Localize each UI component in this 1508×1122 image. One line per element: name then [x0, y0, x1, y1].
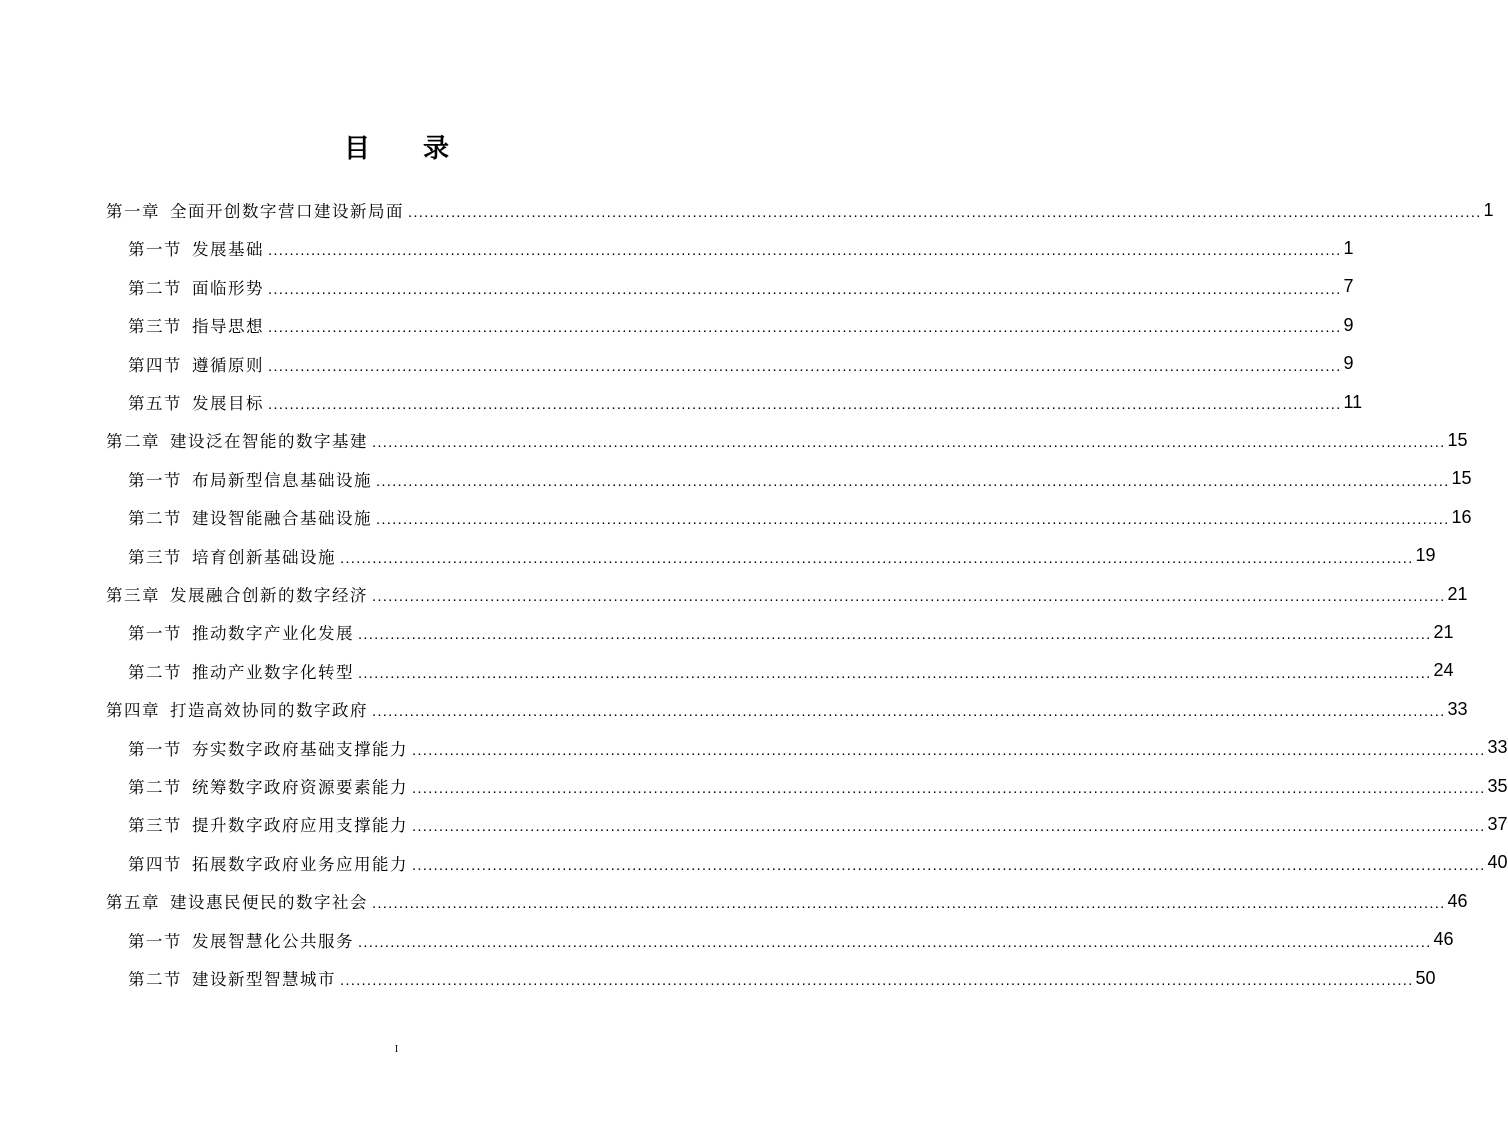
toc-entry-page-number: 40 [1487, 852, 1508, 873]
toc-section-entry[interactable] [128, 306, 1354, 344]
toc-entry-number: 第一节 [128, 470, 182, 490]
toc-entry-label [128, 928, 358, 952]
toc-entry-number: 第三节 [128, 816, 182, 836]
toc-entry-number: 第三节 [128, 547, 182, 567]
toc-entry-page-number: 46 [1433, 929, 1454, 950]
toc-entry-page-number: 33 [1487, 737, 1508, 758]
toc-section-entry[interactable] [128, 345, 1354, 383]
toc-entry-title: 建设泛在智能的数字基建 [170, 432, 368, 452]
toc-entry-title: 建设智能融合基础设施 [192, 509, 372, 529]
toc-entry-page-number: 37 [1487, 813, 1508, 834]
toc-entry-label [128, 236, 268, 260]
toc-dot-leader: ........................................................................................................................................................................................................ [358, 626, 1432, 644]
toc-entry-page-number: 15 [1447, 429, 1468, 450]
toc-section-entry[interactable] [128, 460, 1472, 498]
toc-entry-title: 发展基础 [192, 240, 264, 260]
toc-entry-title: 遵循原则 [192, 355, 264, 375]
toc-entry-page-number: 33 [1447, 698, 1468, 719]
toc-entry-title: 提升数字政府应用支撑能力 [192, 816, 408, 836]
toc-entry-page-number: 35 [1487, 775, 1508, 796]
toc-dot-leader: ........................................................................................................................................................................................................ [268, 357, 1342, 375]
toc-entry-number: 第二节 [128, 509, 182, 529]
toc-entry-label [106, 582, 372, 606]
toc-entry-page-number: 50 [1415, 967, 1436, 988]
toc-entry-label [128, 313, 268, 337]
toc-entry-number: 第二节 [128, 662, 182, 682]
toc-dot-leader: ........................................................................................................................................................................................................ [358, 933, 1432, 951]
toc-entry-label [128, 544, 340, 568]
toc-entry-number: 第一章 [106, 202, 160, 221]
toc-entry-page-number: 15 [1451, 468, 1472, 489]
toc-entry-number: 第四章 [106, 701, 160, 721]
toc-chapter-entry[interactable] [106, 421, 1468, 459]
toc-section-entry[interactable] [128, 652, 1454, 690]
toc-entry-label [128, 275, 268, 299]
toc-section-entry[interactable] [128, 229, 1354, 267]
toc-dot-leader: ........................................................................................................................................................................................................ [412, 818, 1486, 836]
toc-entry-label [128, 390, 268, 414]
toc-entry-title: 打造高效协同的数字政府 [170, 701, 368, 721]
toc-entry-page-number: 16 [1451, 506, 1472, 527]
toc-entry-title: 拓展数字政府业务应用能力 [192, 854, 408, 874]
toc-entry-label [128, 966, 340, 990]
toc-section-entry[interactable] [128, 959, 1436, 997]
toc-chapter-entry[interactable] [106, 191, 1494, 229]
toc-entry-label [106, 198, 408, 222]
toc-chapter-entry[interactable] [106, 575, 1468, 613]
toc-entry-number: 第四节 [128, 355, 182, 375]
toc-entry-page-number: 7 [1343, 276, 1354, 297]
toc-dot-leader: ........................................................................................................................................................................................................ [268, 280, 1342, 298]
toc-dot-leader: ........................................................................................................................................................................................................ [376, 472, 1450, 490]
toc-entry-title: 推动产业数字化转型 [192, 662, 354, 682]
toc-entry-label [128, 620, 358, 644]
toc-entry-number: 第一节 [128, 624, 182, 644]
toc-entry-number: 第五章 [106, 893, 160, 913]
toc-entry-number: 第四节 [128, 854, 182, 874]
toc-entry-label [128, 659, 358, 683]
toc-entry-label [128, 352, 268, 376]
toc-entry-page-number: 46 [1447, 890, 1468, 911]
toc-entry-page-number: 1 [1343, 237, 1354, 258]
toc-section-entry[interactable] [128, 383, 1363, 421]
toc-entry-page-number: 9 [1343, 353, 1354, 374]
toc-dot-leader: ........................................................................................................................................................................................................ [412, 856, 1486, 874]
toc-entry-title: 发展目标 [192, 394, 264, 413]
toc-dot-leader: ........................................................................................................................................................................................................ [340, 972, 1414, 989]
toc-entry-page-number: 19 [1415, 545, 1436, 566]
toc-entry-number: 第一节 [128, 240, 182, 260]
toc-chapter-entry[interactable] [106, 882, 1468, 920]
toc-dot-leader: ........................................................................................................................................................................................................ [268, 319, 1342, 337]
toc-entry-title: 面临形势 [192, 278, 264, 298]
toc-entry-number: 第三节 [128, 317, 182, 337]
toc-entry-number: 第二节 [128, 778, 182, 797]
toc-dot-leader: ........................................................................................................................................................................................................ [372, 434, 1446, 452]
toc-entry-label [106, 697, 372, 721]
toc-entry-number: 第二章 [106, 432, 160, 452]
toc-entry-page-number: 1 [1483, 199, 1494, 220]
toc-dot-leader: ........................................................................................................................................................................................................ [372, 895, 1446, 913]
toc-entry-label [106, 428, 372, 452]
toc-entry-title: 发展融合创新的数字经济 [170, 586, 368, 605]
toc-entry-number: 第二节 [128, 278, 182, 298]
toc-entry-title: 发展智慧化公共服务 [192, 931, 354, 951]
toc-entry-title: 夯实数字政府基础支撑能力 [192, 739, 408, 759]
footer-page-number: I [394, 1044, 399, 1055]
toc-dot-leader: ........................................................................................................................................................................................................ [412, 741, 1486, 759]
toc-dot-leader: ........................................................................................................................................................................................................ [372, 588, 1446, 605]
toc-entry-title: 建设新型智慧城市 [192, 970, 336, 989]
toc-dot-leader: ........................................................................................................................................................................................................ [268, 396, 1342, 413]
toc-section-entry[interactable] [128, 844, 1508, 882]
toc-chapter-entry[interactable] [106, 690, 1468, 728]
toc-entry-number: 第一节 [128, 739, 182, 759]
toc-section-entry[interactable] [128, 537, 1436, 575]
toc-dot-leader: ........................................................................................................................................................................................................ [340, 549, 1414, 567]
toc-dot-leader: ........................................................................................................................................................................................................ [412, 780, 1486, 797]
toc-entry-page-number: 21 [1447, 583, 1468, 604]
toc-entry-title: 指导思想 [192, 317, 264, 337]
toc-entry-title: 统筹数字政府资源要素能力 [192, 778, 408, 797]
toc-section-entry[interactable] [128, 921, 1454, 959]
toc-entry-label [106, 889, 372, 913]
toc-section-entry[interactable] [128, 767, 1508, 805]
toc-entry-page-number: 21 [1433, 621, 1454, 642]
page-title: 目 录 [343, 134, 472, 164]
toc-entry-title: 推动数字产业化发展 [192, 624, 354, 644]
toc-entry-page-number: 24 [1433, 660, 1454, 681]
toc-dot-leader: ........................................................................................................................................................................................................ [408, 204, 1482, 221]
toc-entry-title: 建设惠民便民的数字社会 [170, 893, 368, 913]
toc-entry-label [128, 812, 412, 836]
toc-entry-title: 培育创新基础设施 [192, 547, 336, 567]
toc-section-entry[interactable] [128, 268, 1354, 306]
toc-entry-label [128, 505, 376, 529]
toc-dot-leader: ........................................................................................................................................................................................................ [268, 242, 1342, 260]
toc-entry-number: 第一节 [128, 931, 182, 951]
toc-entry-page-number: 11 [1343, 391, 1363, 412]
toc-entry-page-number: 9 [1343, 314, 1354, 335]
toc-entry-title: 全面开创数字营口建设新局面 [170, 202, 404, 221]
toc-entry-label [128, 467, 376, 491]
toc-entry-label [128, 736, 412, 760]
toc-section-entry[interactable] [128, 498, 1472, 536]
toc-section-entry[interactable] [128, 729, 1508, 767]
toc-entry-number: 第二节 [128, 970, 182, 989]
toc-section-entry[interactable] [128, 613, 1454, 651]
toc-entry-number: 第三章 [106, 586, 160, 605]
toc-entry-number: 第五节 [128, 394, 182, 413]
toc-entry-label [128, 774, 412, 798]
toc-dot-leader: ........................................................................................................................................................................................................ [376, 511, 1450, 529]
toc-dot-leader: ........................................................................................................................................................................................................ [358, 664, 1432, 682]
toc-dot-leader: ........................................................................................................................................................................................................ [372, 703, 1446, 721]
toc-section-entry[interactable] [128, 805, 1508, 843]
toc-entry-label [128, 851, 412, 875]
toc-entry-title: 布局新型信息基础设施 [192, 470, 372, 490]
